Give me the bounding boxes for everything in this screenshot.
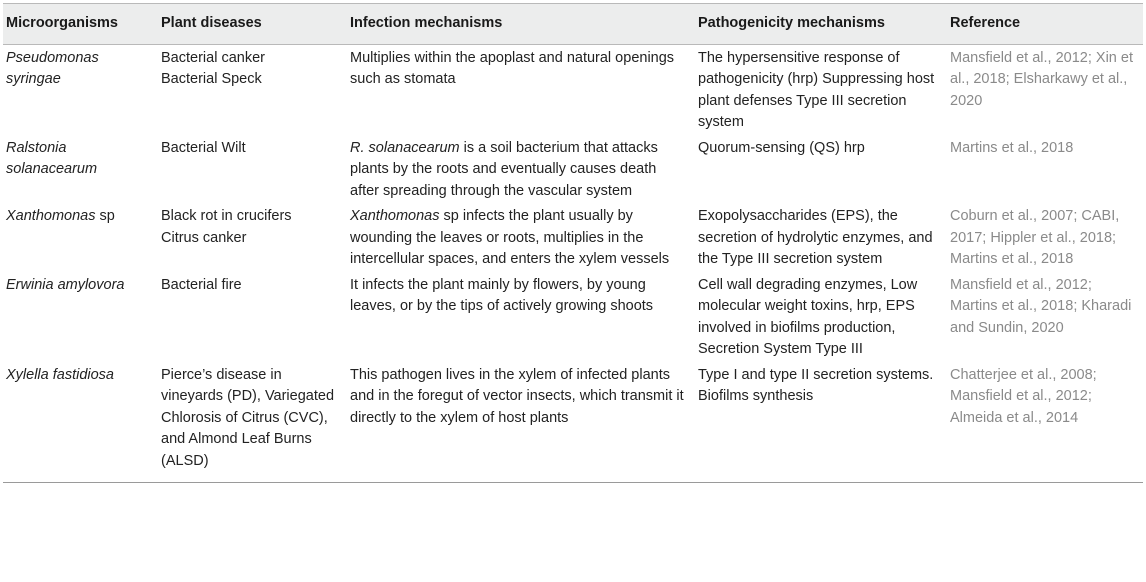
microorganism-name-line: Ralstonia <box>6 139 67 156</box>
cell-pathogenicity-mechanism: The hypersensitive response of pathogenicity (hrp) Suppressing host plant defenses Type III secretion system <box>698 49 935 130</box>
table-body <box>3 44 1143 483</box>
cell-infection-mechanism <box>344 203 692 272</box>
table-row <box>3 272 1143 362</box>
header-pathogenicity-mechanisms: Pathogenicity mechanisms <box>692 4 944 45</box>
cell-plant-disease <box>155 44 344 135</box>
table-row <box>3 135 1143 204</box>
cell-reference: Martins et al., 2018 <box>950 139 1074 156</box>
microorganism-name-suffix: sp <box>95 208 115 224</box>
microorganism-name-genus: Xanthomonas <box>6 208 96 224</box>
microorganism-name-line: Pseudomonas <box>6 49 99 66</box>
header-microorganisms: Microorganisms <box>3 4 155 45</box>
infection-text: This pathogen lives in the xylem of infected plants and in the foregut of vector insects, which transmit it directly to the xylem of host plants <box>350 366 684 426</box>
microorganism-name-line: syringae <box>6 71 61 87</box>
header-infection-mechanisms: Infection mechanisms <box>344 4 692 45</box>
cell-reference: Coburn et al., 2007; CABI, 2017; Hippler et al., 2018; Martins et al., 2018 <box>950 208 1120 267</box>
microorganism-name-line: Erwinia amylovora <box>6 276 125 293</box>
cell-pathogenicity-mechanism: Type I and type II secretion systems. Biofilms synthesis <box>692 362 944 483</box>
cell-microorganism <box>3 135 155 204</box>
infection-text: Multiplies within the apoplast and natural openings such as stomata <box>350 49 675 87</box>
infection-italic-name: R. solanacearum <box>350 139 460 156</box>
cell-reference: Mansfield et al., 2012; Xin et al., 2018; Elsharkawy et al., 2020 <box>950 49 1133 109</box>
cell-pathogenicity-mechanism: Quorum-sensing (QS) hrp <box>698 139 865 156</box>
cell-microorganism <box>3 272 155 362</box>
disease-line: Bacterial canker <box>161 49 265 66</box>
table-row <box>3 203 1143 272</box>
header-plant-diseases: Plant diseases <box>155 4 344 45</box>
header-row <box>3 4 1143 45</box>
cell-microorganism <box>3 44 155 135</box>
cell-reference: Mansfield et al., 2012; Martins et al., 2018; Kharadi and Sundin, 2020 <box>950 276 1132 336</box>
cell-infection-mechanism <box>344 272 692 362</box>
cell-pathogenicity-mechanism: Cell wall degrading enzymes, Low molecular weight toxins, hrp, EPS involved in biofilms production, Secretion System Type III <box>698 276 918 357</box>
infection-text: sp infects the plant usually by wounding the leaves or roots, multiplies in the intercellular spaces, and enters the xylem vessels <box>350 208 670 267</box>
header-reference: Reference <box>944 4 1143 45</box>
microorganism-name-line: Xylella fastidiosa <box>6 366 114 383</box>
cell-plant-disease <box>155 135 344 204</box>
disease-line: Bacterial Speck <box>161 71 262 87</box>
cell-plant-disease <box>155 203 344 272</box>
disease-line: Bacterial fire <box>161 276 242 293</box>
microorganism-name-line: solanacearum <box>6 161 98 177</box>
cell-plant-disease <box>155 272 344 362</box>
cell-infection-mechanism <box>344 44 692 135</box>
cell-infection-mechanism <box>344 135 692 204</box>
infection-text: It infects the plant mainly by flowers, by young leaves, or by the tips of actively growing shoots <box>350 276 654 314</box>
cell-reference: Chatterjee et al., 2008; Mansfield et al., 2012; Almeida et al., 2014 <box>944 362 1143 483</box>
disease-line: Citrus canker <box>161 229 247 246</box>
cell-plant-disease: Pierce’s disease in vineyards (PD), Variegated Chlorosis of Citrus (CVC), and Almond Leaf Burns (ALSD) <box>155 362 344 483</box>
bacteria-table <box>3 3 1143 483</box>
infection-italic-name: Xanthomonas <box>350 208 440 224</box>
table-row <box>3 44 1143 135</box>
cell-microorganism <box>3 203 155 272</box>
cell-pathogenicity-mechanism: Exopolysaccharides (EPS), the secretion of hydrolytic enzymes, and the Type III secretion system <box>698 208 933 267</box>
cell-microorganism <box>3 362 155 483</box>
table-row <box>3 362 1143 483</box>
infection-text: is a soil bacterium that attacks plants by the roots and eventually causes death after spreading through the vascular system <box>350 139 658 199</box>
cell-infection-mechanism <box>344 362 692 483</box>
table-header <box>3 4 1143 45</box>
disease-line: Black rot in crucifers <box>161 208 292 224</box>
disease-line: Bacterial Wilt <box>161 139 246 156</box>
